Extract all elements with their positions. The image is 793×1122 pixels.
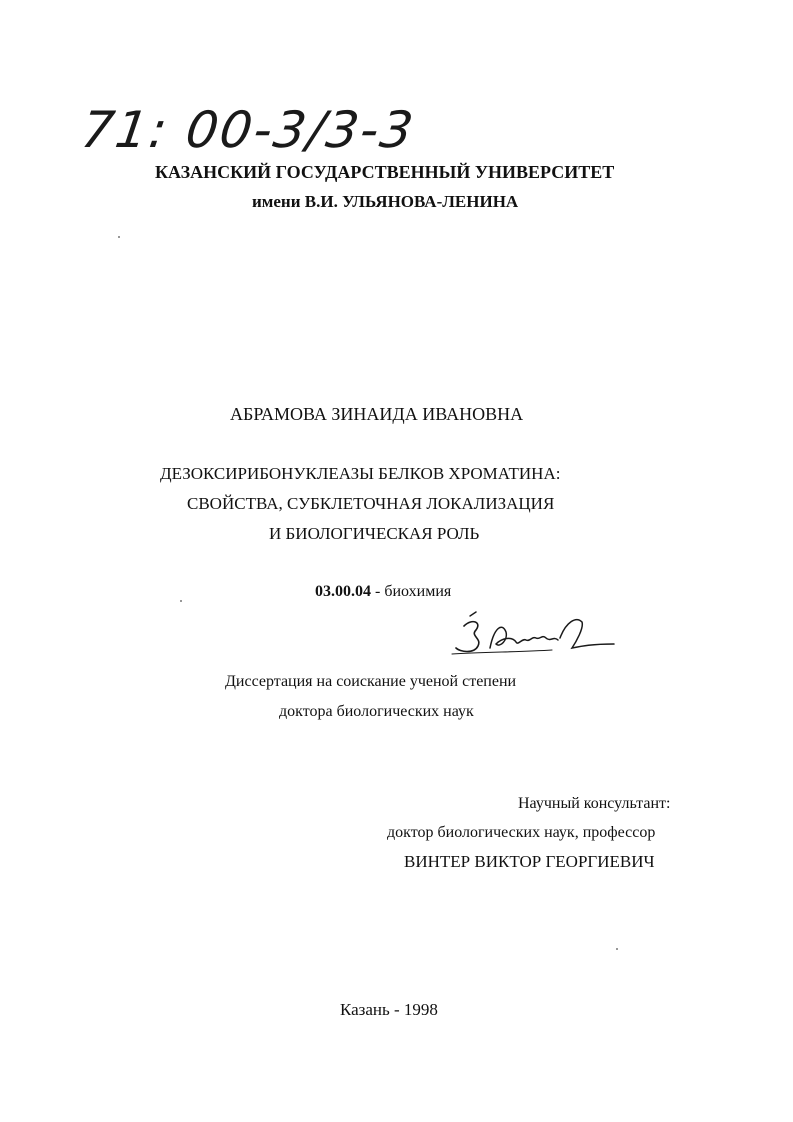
university-named-after: имени В.И. УЛЬЯНОВА-ЛЕНИНА — [252, 192, 519, 211]
specialty — [315, 582, 451, 602]
scan-speck — [118, 236, 120, 238]
author-name: АБРАМОВА ЗИНАИДА ИВАНОВНА — [230, 404, 524, 424]
dissertation-title-line-1: ДЕЗОКСИРИБОНУКЛЕАЗЫ БЕЛКОВ ХРОМАТИНА: — [160, 464, 561, 483]
specialty-separator: - — [371, 583, 385, 600]
scan-speck — [616, 948, 618, 950]
dissertation-degree-line-1: Диссертация на соискание ученой степени — [225, 673, 517, 690]
specialty-name: биохимия — [384, 583, 452, 600]
consultant-name: ВИНТЕР ВИКТОР ГЕОРГИЕВИЧ — [404, 852, 655, 871]
specialty-code: 03.00.04 — [315, 583, 371, 600]
university-name: КАЗАНСКИЙ ГОСУДАРСТВЕННЫЙ УНИВЕРСИТЕТ — [155, 162, 615, 182]
consultant-degree: доктор биологических наук, профессор — [387, 824, 656, 841]
archive-code-handwritten: 71: 00-3/3-3 — [77, 101, 419, 159]
scan-speck — [180, 600, 182, 602]
author-signature — [442, 608, 622, 668]
consultant-label: Научный консультант: — [518, 795, 671, 812]
dissertation-title-line-2: СВОЙСТВА, СУБКЛЕТОЧНАЯ ЛОКАЛИЗАЦИЯ — [187, 494, 555, 513]
city-year: Казань - 1998 — [340, 1000, 438, 1019]
dissertation-degree-line-2: доктора биологических наук — [279, 703, 474, 720]
dissertation-title-line-3: И БИОЛОГИЧЕСКАЯ РОЛЬ — [269, 524, 480, 543]
